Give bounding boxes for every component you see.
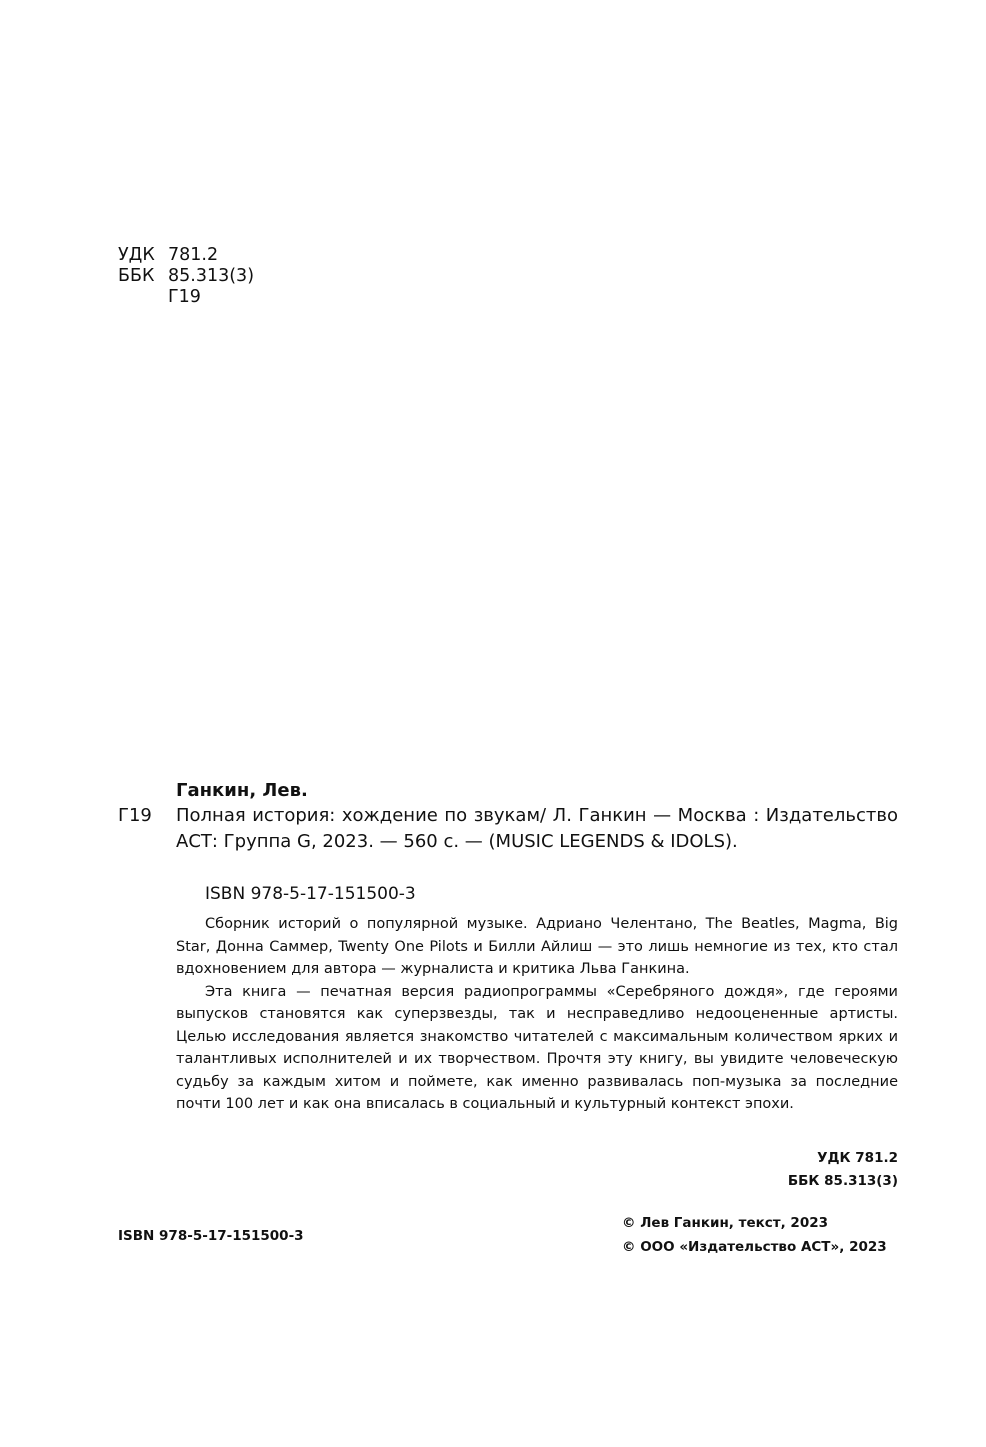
footer-classification [760,1147,898,1193]
author-code: Г19 [168,287,201,307]
author-code-row [118,287,254,308]
entry-isbn: ISBN 978-5-17-151500-3 [205,884,416,904]
udk-row [118,245,254,266]
copyright-block [622,1211,898,1259]
copyright-author: © Лев Ганкин, текст, 2023 [622,1215,829,1231]
bbk-row [118,266,254,287]
annotation-paragraph: Эта книга — печатная версия радиопрограммы «Серебряного дождя», где героями выпусков становятся как суперзвезды, так и несправедливо недооцененные артисты. Целью исследования является знакомство читателей с максимальным количеством ярких и талантливых исполнителей и их творчеством. Прочтя эту книгу, вы увидите человеческую судьбу за каждым хитом и поймете, как именно развивалась поп-музыка за последние почти 100 лет и как она вписалась в социальный и культурный контекст эпохи. [176,983,898,1112]
footer-udk: УДК 781.2 [817,1150,898,1166]
copyright-publisher: © ООО «Издательство АСТ», 2023 [622,1239,887,1255]
footer-bbk: ББК 85.313(3) [787,1173,898,1189]
udk-label: УДК [118,245,155,265]
bibliographic-description: Полная история: хождение по звукам/ Л. Ганкин — Москва : Издательство АСТ: Группа G, 2023. — 560 с. — (MUSIC LEGENDS & IDOLS). [176,805,898,852]
bbk-label: ББК [118,266,155,286]
footer-isbn: ISBN 978-5-17-151500-3 [118,1228,304,1244]
annotation-paragraph: Сборник историй о популярной музыке. Адриано Челентано, The Beatles, Magma, Big Star, Донна Саммер, Twenty One Pilots и Билли Айлиш — это лишь немногие из тех, кто стал вдохновением для автора — журналиста и критика Льва Ганкина. [176,916,898,977]
annotation [176,913,898,1116]
author-name: Ганкин, Лев. [176,780,308,801]
entry-author-code: Г19 [118,805,152,826]
udk-value: 781.2 [168,245,219,265]
classification-block [118,245,254,308]
bbk-value: 85.313(3) [168,266,255,286]
